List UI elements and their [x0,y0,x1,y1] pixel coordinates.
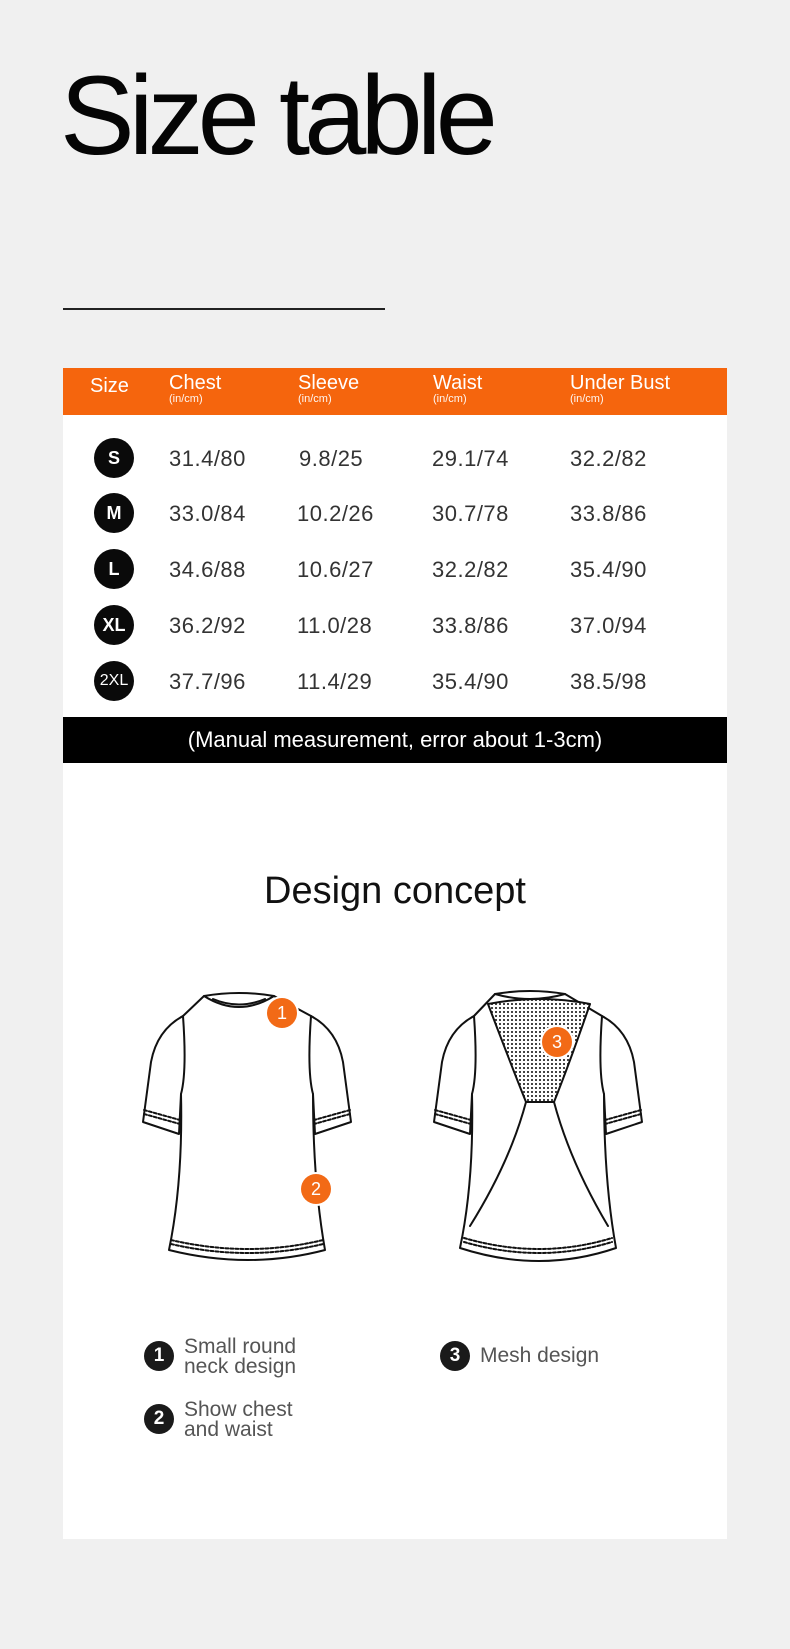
sleeve-cell: 10.6/27 [297,557,374,582]
size-badge: L [94,549,134,589]
legend-number: 3 [440,1341,470,1371]
under-bust-cell: 37.0/94 [570,613,647,638]
legend-item-3 [440,1341,599,1371]
size-card [63,368,727,1539]
size-badge: M [94,493,134,533]
chest-cell: 34.6/88 [169,557,246,582]
legend-text: Show chest and waist [184,1398,293,1441]
chest-cell: 37.7/96 [169,669,246,694]
legend-number: 1 [144,1341,174,1371]
under-bust-cell: 32.2/82 [570,446,647,471]
header-size: Size [90,375,129,397]
under-bust-cell: 35.4/90 [570,557,647,582]
header-sleeve: Sleeve (in/cm) [298,372,360,405]
chest-cell: 33.0/84 [169,501,246,526]
sleeve-cell: 11.4/29 [297,669,373,694]
marker-3: 3 [542,1027,572,1057]
table-row [63,653,727,709]
header-chest: Chest (in/cm) [169,372,222,405]
table-row [63,485,727,541]
legend-text: Small round neck design [184,1335,297,1378]
marker-1: 1 [267,998,297,1028]
chest-cell: 31.4/80 [169,446,246,471]
waist-cell: 29.1/74 [432,446,509,471]
legend-number: 2 [144,1404,174,1434]
table-header [63,368,727,415]
concept-title: Design concept [264,870,526,912]
marker-2: 2 [301,1174,331,1204]
table-row [63,597,727,653]
table-row [63,541,727,597]
front-shirt-illustration [139,982,359,1266]
under-bust-cell: 33.8/86 [570,501,647,526]
measurement-note: (Manual measurement, error about 1-3cm) [63,717,727,763]
size-badge: 2XL [94,661,134,701]
sleeve-cell: 9.8/25 [299,446,364,471]
legend-item-1 [144,1337,296,1377]
size-badge: S [94,438,134,478]
chest-cell: 36.2/92 [169,613,246,638]
waist-cell: 30.7/78 [432,501,509,526]
table-row [63,430,727,486]
size-badge: XL [94,605,134,645]
under-bust-cell: 38.5/98 [570,669,647,694]
header-waist: Waist (in/cm) [433,372,483,405]
legend-item-2 [144,1400,293,1440]
legend-text: Mesh design [480,1344,600,1367]
title-divider [63,308,385,310]
waist-cell: 35.4/90 [432,669,509,694]
waist-cell: 32.2/82 [432,557,509,582]
waist-cell: 33.8/86 [432,613,509,638]
back-shirt-illustration [430,982,650,1266]
page-title: Size table [60,53,492,178]
sleeve-cell: 11.0/28 [297,613,373,638]
header-under-bust: Under Bust (in/cm) [570,372,671,405]
sleeve-cell: 10.2/26 [297,501,374,526]
